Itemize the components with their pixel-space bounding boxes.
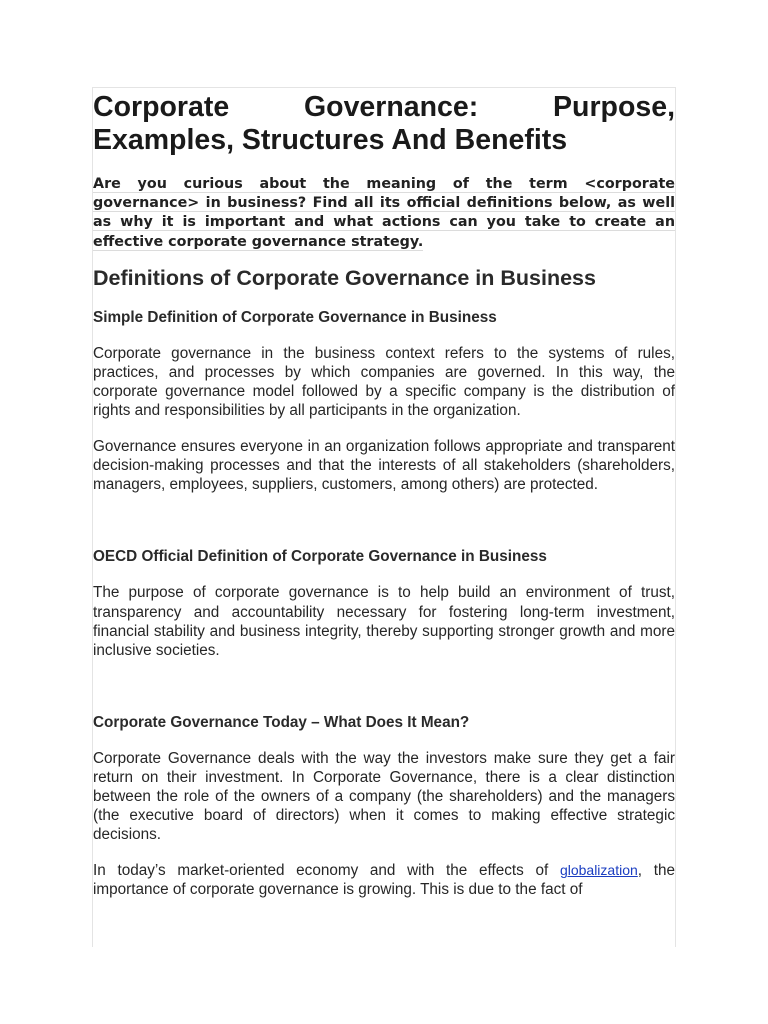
globalization-link[interactable]: globalization: [559, 862, 638, 879]
today-paragraph-2-start: In today’s market-oriented economy and with the effects of: [93, 862, 560, 880]
document-content: [93, 88, 675, 900]
today-paragraph-2-end: , the importance of corporate governance is growing. This is due to the fact of: [93, 862, 675, 899]
intro-paragraph: [93, 175, 675, 252]
page-title: Corporate Governance: Purpose, Examples, Structures And Benefits: [93, 91, 675, 156]
intro-text: Are you curious about the meaning of the term <corporate governance> in business? Find all its official definitions below, as well as why it is important and what actions can you take to create an effective corporate governance strategy.: [93, 176, 675, 250]
document-page: [92, 87, 676, 947]
today-paragraph-2: [93, 861, 675, 899]
today-paragraph-1: Corporate Governance deals with the way the investors make sure they get a fair return on their investment. In Corporate Governance, there is a clear distinction between the role of the owners of a company (the shareholders) and the managers (the executive board of directors) when it comes to making effective strategic decisions.: [93, 749, 675, 844]
simple-definition-paragraph-1: Corporate governance in the business context refers to the systems of rules, practices, and processes by which companies are governed. In this way, the corporate governance model followed by a specific company is the distribution of rights and responsibilities by all participants in the organization.: [93, 344, 675, 420]
simple-definition-paragraph-2: Governance ensures everyone in an organization follows appropriate and transparent decision-making processes and that the interests of all stakeholders (shareholders, managers, employees, suppliers, customers, among others) are protected.: [93, 438, 675, 494]
oecd-definition-paragraph: The purpose of corporate governance is to help build an environment of trust, transparency and accountability necessary for fostering long-term investment, financial stability and business integrity, thereby supporting stronger growth and more inclusive societies.: [93, 584, 675, 659]
oecd-definition-heading: OECD Official Definition of Corporate Governance in Business: [93, 548, 547, 566]
definitions-heading: Definitions of Corporate Governance in Business: [93, 265, 596, 290]
today-heading: Corporate Governance Today – What Does It Mean?: [93, 713, 470, 731]
simple-definition-heading: Simple Definition of Corporate Governance in Business: [93, 308, 497, 326]
